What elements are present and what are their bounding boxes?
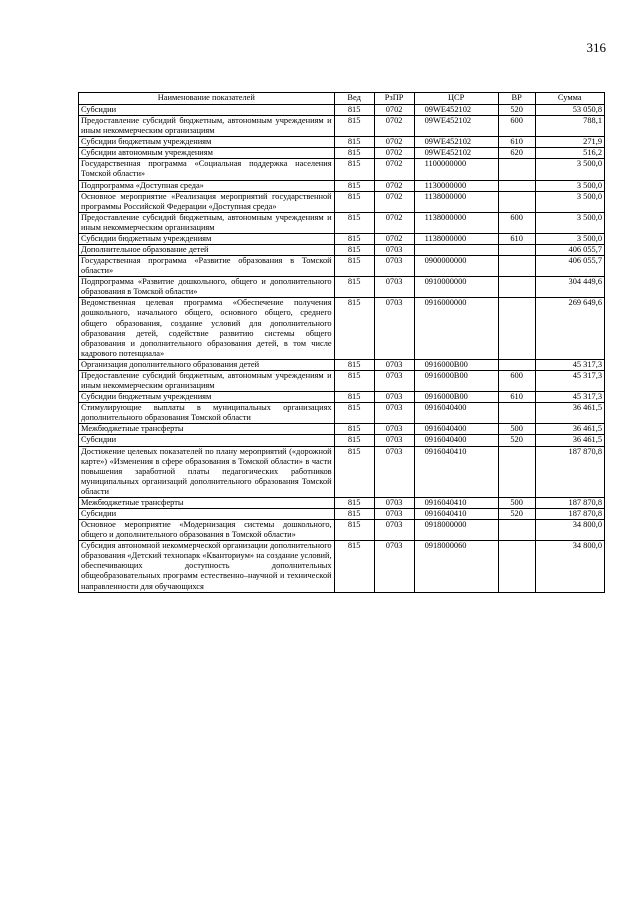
- cell-vr: [498, 541, 535, 592]
- cell-sum: 36 461,5: [535, 435, 604, 446]
- table-row: [79, 256, 605, 277]
- cell-vr: [498, 159, 535, 180]
- cell-name: Стимулирующие выплаты в муниципальных организациях дополнительного образования Томской области: [79, 403, 335, 424]
- cell-rzpr: 0703: [374, 245, 414, 256]
- cell-rzpr: 0703: [374, 541, 414, 592]
- cell-sum: 36 461,5: [535, 424, 604, 435]
- cell-csr: 09WE452102: [414, 105, 498, 116]
- cell-sum: 3 500,0: [535, 212, 604, 233]
- cell-csr: 09WE452102: [414, 137, 498, 148]
- cell-name: Основное мероприятие «Модернизация системы дошкольного, общего и дополнительного образования в Томской области»: [79, 520, 335, 541]
- table-row: [79, 105, 605, 116]
- budget-table: [78, 92, 605, 593]
- table-row: [79, 148, 605, 159]
- cell-rzpr: 0703: [374, 256, 414, 277]
- cell-name: Субсидии: [79, 435, 335, 446]
- cell-name: Межбюджетные трансферты: [79, 497, 335, 508]
- cell-rzpr: 0703: [374, 497, 414, 508]
- cell-sum: 3 500,0: [535, 159, 604, 180]
- cell-name: Субсидии бюджетным учреждениям: [79, 392, 335, 403]
- cell-vr: 600: [498, 212, 535, 233]
- cell-rzpr: 0702: [374, 116, 414, 137]
- cell-sum: 788,1: [535, 116, 604, 137]
- cell-rzpr: 0703: [374, 403, 414, 424]
- cell-ved: 815: [334, 116, 374, 137]
- table-row: [79, 159, 605, 180]
- cell-vr: [498, 446, 535, 497]
- cell-name: Субсидии автономным учреждениям: [79, 148, 335, 159]
- cell-vr: 500: [498, 424, 535, 435]
- header-ved: Вед: [334, 93, 374, 105]
- cell-name: Подпрограмма «Доступная среда»: [79, 180, 335, 191]
- cell-rzpr: 0703: [374, 424, 414, 435]
- table-row: [79, 298, 605, 359]
- cell-csr: 1138000000: [414, 191, 498, 212]
- cell-csr: 0916040400: [414, 424, 498, 435]
- table-row: [79, 359, 605, 370]
- cell-ved: 815: [334, 180, 374, 191]
- table-row: [79, 392, 605, 403]
- cell-rzpr: 0702: [374, 148, 414, 159]
- cell-ved: 815: [334, 424, 374, 435]
- cell-vr: 600: [498, 370, 535, 391]
- cell-ved: 815: [334, 233, 374, 244]
- cell-csr: 0916040410: [414, 497, 498, 508]
- table-row: [79, 435, 605, 446]
- cell-csr: 0900000000: [414, 256, 498, 277]
- cell-name: Основное мероприятие «Реализация мероприятий государственной программы Российской Федерации «Доступная среда»: [79, 191, 335, 212]
- cell-csr: 0916000В00: [414, 392, 498, 403]
- cell-ved: 815: [334, 277, 374, 298]
- cell-vr: [498, 191, 535, 212]
- cell-rzpr: 0702: [374, 233, 414, 244]
- cell-csr: 1138000000: [414, 212, 498, 233]
- cell-csr: 0916000В00: [414, 359, 498, 370]
- cell-csr: 0916000000: [414, 298, 498, 359]
- cell-ved: 815: [334, 105, 374, 116]
- cell-name: Дополнительное образование детей: [79, 245, 335, 256]
- cell-ved: 815: [334, 298, 374, 359]
- table-row: [79, 403, 605, 424]
- cell-rzpr: 0703: [374, 298, 414, 359]
- cell-csr: 0918000000: [414, 520, 498, 541]
- cell-ved: 815: [334, 245, 374, 256]
- cell-vr: 610: [498, 392, 535, 403]
- cell-vr: 520: [498, 105, 535, 116]
- cell-sum: 187 870,8: [535, 508, 604, 519]
- cell-sum: 406 055,7: [535, 245, 604, 256]
- cell-sum: 271,9: [535, 137, 604, 148]
- cell-csr: 0916040400: [414, 403, 498, 424]
- cell-vr: [498, 359, 535, 370]
- cell-ved: 815: [334, 446, 374, 497]
- cell-csr: 0916000В00: [414, 370, 498, 391]
- cell-rzpr: 0703: [374, 359, 414, 370]
- cell-rzpr: 0702: [374, 137, 414, 148]
- cell-ved: 815: [334, 212, 374, 233]
- cell-name: Предоставление субсидий бюджетным, автономным учреждениям и иным некоммерческим организациям: [79, 212, 335, 233]
- cell-sum: 406 055,7: [535, 256, 604, 277]
- cell-name: Субсидии: [79, 508, 335, 519]
- cell-sum: 34 800,0: [535, 520, 604, 541]
- cell-rzpr: 0703: [374, 435, 414, 446]
- header-rzpr: РзПР: [374, 93, 414, 105]
- cell-rzpr: 0702: [374, 180, 414, 191]
- table-row: [79, 191, 605, 212]
- cell-ved: 815: [334, 370, 374, 391]
- table-row: [79, 508, 605, 519]
- cell-ved: 815: [334, 520, 374, 541]
- cell-rzpr: 0702: [374, 191, 414, 212]
- cell-csr: [414, 245, 498, 256]
- cell-name: Субсидии бюджетным учреждениям: [79, 233, 335, 244]
- table-row: [79, 497, 605, 508]
- cell-name: Субсидии: [79, 105, 335, 116]
- cell-name: Подпрограмма «Развитие дошкольного, общего и дополнительного образования в Томской области»: [79, 277, 335, 298]
- cell-sum: 45 317,3: [535, 370, 604, 391]
- cell-csr: 0916040410: [414, 508, 498, 519]
- table-row: [79, 520, 605, 541]
- cell-rzpr: 0703: [374, 520, 414, 541]
- cell-ved: 815: [334, 541, 374, 592]
- table-row: [79, 277, 605, 298]
- cell-vr: [498, 520, 535, 541]
- cell-csr: 0918000060: [414, 541, 498, 592]
- cell-sum: 187 870,8: [535, 497, 604, 508]
- cell-csr: 1138000000: [414, 233, 498, 244]
- cell-sum: 187 870,8: [535, 446, 604, 497]
- cell-csr: 1100000000: [414, 159, 498, 180]
- cell-sum: 304 449,6: [535, 277, 604, 298]
- cell-rzpr: 0703: [374, 277, 414, 298]
- header-sum: Сумма: [535, 93, 604, 105]
- cell-csr: 0916040410: [414, 446, 498, 497]
- table-header-row: [79, 93, 605, 105]
- cell-ved: 815: [334, 392, 374, 403]
- table-row: [79, 424, 605, 435]
- table-body: [79, 105, 605, 593]
- cell-rzpr: 0702: [374, 159, 414, 180]
- cell-sum: 269 649,6: [535, 298, 604, 359]
- cell-csr: 0916040400: [414, 435, 498, 446]
- cell-sum: 34 800,0: [535, 541, 604, 592]
- cell-name: Государственная программа «Социальная поддержка населения Томской области»: [79, 159, 335, 180]
- table-row: [79, 116, 605, 137]
- cell-name: Ведомственная целевая программа «Обеспечение получения дошкольного, начального общего, основного общего, среднего общего образования, создание условий для дополнительного образования детей, содействие развитию системы общего образования и дополнительного образования детей, в том числе кадрового потенциала»: [79, 298, 335, 359]
- header-csr: ЦСР: [414, 93, 498, 105]
- cell-vr: 610: [498, 233, 535, 244]
- cell-vr: [498, 245, 535, 256]
- page-number: 316: [586, 40, 606, 55]
- table-row: [79, 180, 605, 191]
- cell-ved: 815: [334, 508, 374, 519]
- cell-csr: 0910000000: [414, 277, 498, 298]
- cell-ved: 815: [334, 256, 374, 277]
- cell-name: Государственная программа «Развитие образования в Томской области»: [79, 256, 335, 277]
- cell-sum: 45 317,3: [535, 359, 604, 370]
- cell-name: Предоставление субсидий бюджетным, автономным учреждениям и иным некоммерческим организациям: [79, 116, 335, 137]
- cell-sum: 45 317,3: [535, 392, 604, 403]
- cell-rzpr: 0703: [374, 370, 414, 391]
- cell-ved: 815: [334, 359, 374, 370]
- table-row: [79, 245, 605, 256]
- table-row: [79, 446, 605, 497]
- cell-sum: 3 500,0: [535, 191, 604, 212]
- cell-name: Субсидия автономной некоммерческой организации дополнительного образования «Детский технопарк «Кванториум» на создание условий, обеспечивающих доступность дополнительных общеобразовательных программ естественно–научной и технической направленности для обучающихся: [79, 541, 335, 592]
- cell-ved: 815: [334, 497, 374, 508]
- cell-ved: 815: [334, 148, 374, 159]
- cell-csr: 09WE452102: [414, 116, 498, 137]
- cell-ved: 815: [334, 159, 374, 180]
- cell-ved: 815: [334, 137, 374, 148]
- cell-rzpr: 0703: [374, 392, 414, 403]
- cell-vr: 600: [498, 116, 535, 137]
- cell-ved: 815: [334, 191, 374, 212]
- cell-name: Организация дополнительного образования детей: [79, 359, 335, 370]
- header-name: Наименование показателей: [79, 93, 335, 105]
- cell-csr: 09WE452102: [414, 148, 498, 159]
- cell-vr: [498, 277, 535, 298]
- header-vr: ВР: [498, 93, 535, 105]
- cell-ved: 815: [334, 435, 374, 446]
- cell-csr: 1130000000: [414, 180, 498, 191]
- cell-sum: 3 500,0: [535, 233, 604, 244]
- cell-rzpr: 0703: [374, 446, 414, 497]
- cell-vr: [498, 403, 535, 424]
- cell-sum: 53 050,8: [535, 105, 604, 116]
- cell-name: Достижение целевых показателей по плану мероприятий («дорожной карте») «Изменения в сфере образования в Томской области» в части повышения заработной платы педагогических работников муниципальных организаций дополнительного образования Томской области: [79, 446, 335, 497]
- table-row: [79, 370, 605, 391]
- cell-name: Предоставление субсидий бюджетным, автономным учреждениям и иным некоммерческим организациям: [79, 370, 335, 391]
- cell-name: Межбюджетные трансферты: [79, 424, 335, 435]
- cell-vr: 610: [498, 137, 535, 148]
- table-row: [79, 233, 605, 244]
- cell-rzpr: 0702: [374, 212, 414, 233]
- cell-vr: [498, 298, 535, 359]
- cell-vr: [498, 180, 535, 191]
- table-row: [79, 137, 605, 148]
- cell-name: Субсидии бюджетным учреждениям: [79, 137, 335, 148]
- cell-sum: 516,2: [535, 148, 604, 159]
- cell-rzpr: 0703: [374, 508, 414, 519]
- cell-sum: 3 500,0: [535, 180, 604, 191]
- cell-vr: 620: [498, 148, 535, 159]
- cell-ved: 815: [334, 403, 374, 424]
- cell-sum: 36 461,5: [535, 403, 604, 424]
- table-row: [79, 212, 605, 233]
- table-row: [79, 541, 605, 592]
- cell-rzpr: 0702: [374, 105, 414, 116]
- cell-vr: 520: [498, 435, 535, 446]
- cell-vr: 520: [498, 508, 535, 519]
- cell-vr: 500: [498, 497, 535, 508]
- cell-vr: [498, 256, 535, 277]
